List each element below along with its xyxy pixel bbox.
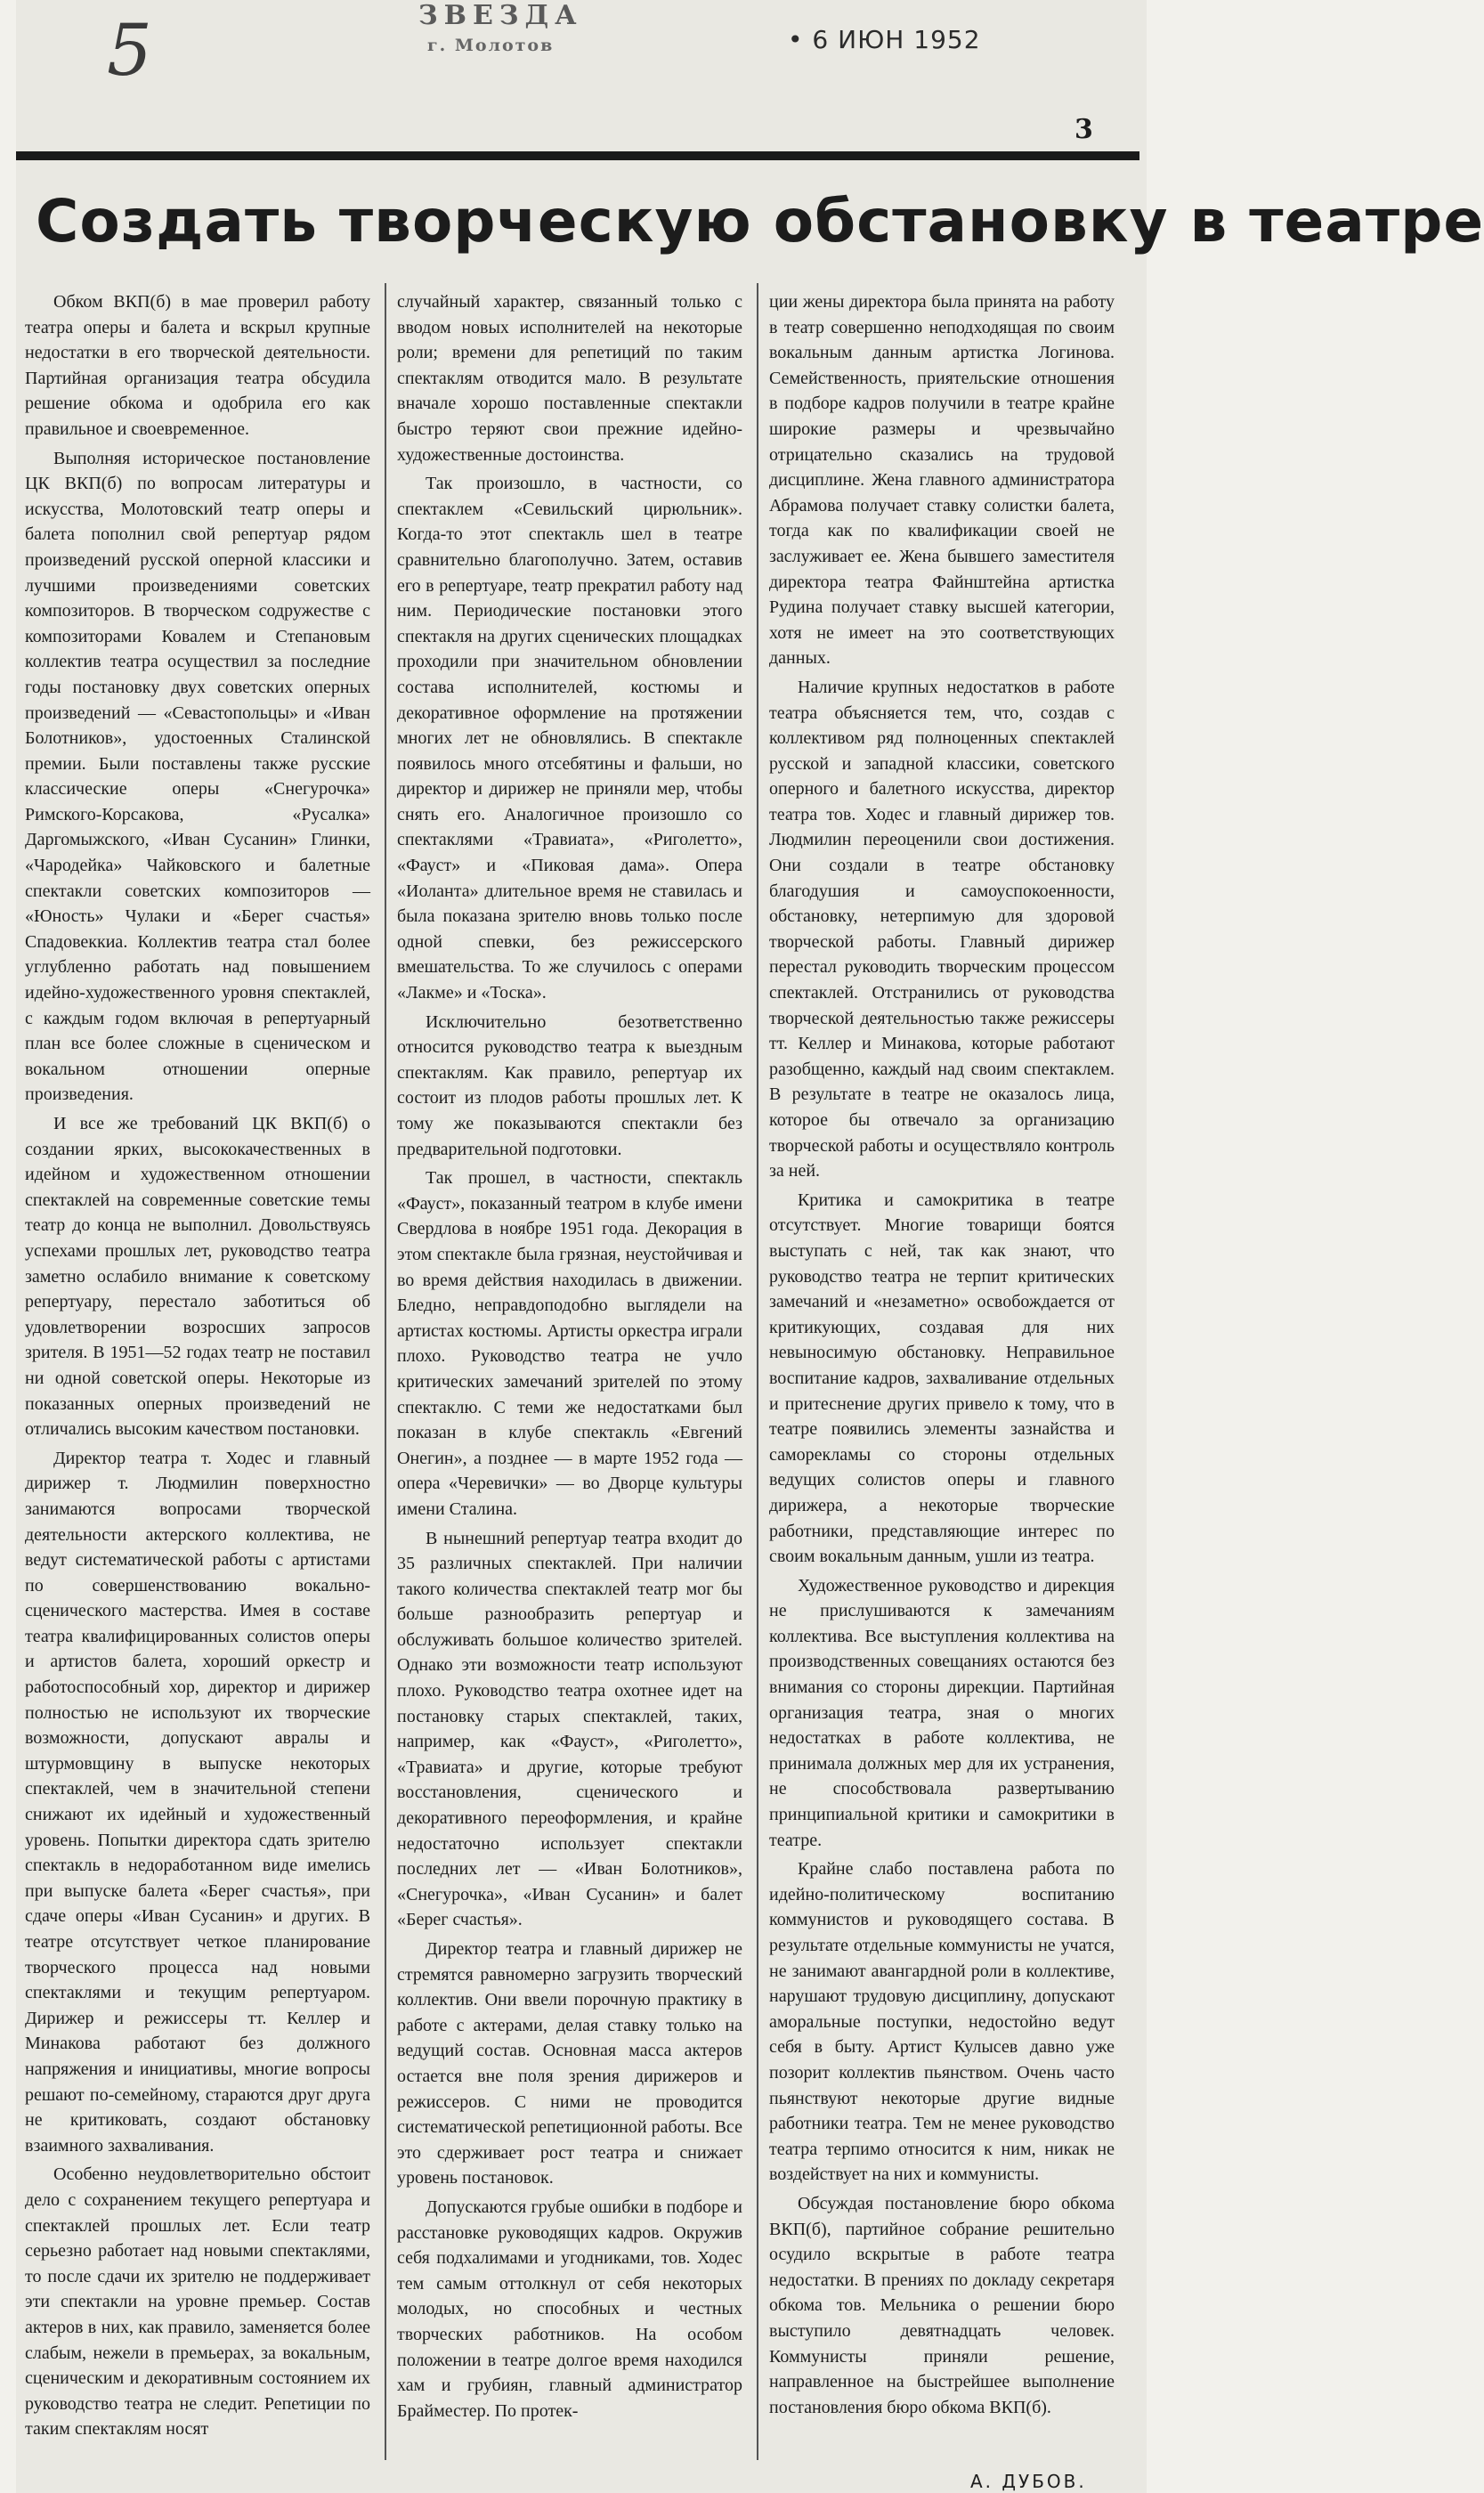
paragraph: В нынешний репертуар театра входит до 35 различных спектаклей. При наличии такого количества спектаклей театр мог бы больше разнообразить репертуар и обслуживать большое количество зрителей. Однако эти возможности театр используют плохо. Руководство театра охотнее идет на постановку старых спектаклей, таких, например, как «Фауст», «Риголетто», «Травиата» и другие, которые требуют восстановления, сценического и декоративного переоформления, и крайне недостаточно использует спектакли последних лет — «Иван Болотников», «Снегурочка», «Иван Сусанин» и балет «Берег счастья». xyxy=(397,1528,742,1930)
masthead-name: ЗВЕЗДА xyxy=(418,0,583,31)
paragraph: И все же требований ЦК ВКП(б) о создании ярких, высококачественных в идейном и художественном отношении спектаклей на современные советские темы театр до конца не выполнил. Довольствуясь успехами прошлых лет, руководство театра заметно ослабило внимание к советскому репертуару, перестало заботиться об удовлетворении возросших запросов зрителя. В 1951—52 годах театр не поставил ни одной советской оперы. Некоторые из показанных оперных произведений не отличались высоким качеством постановки. xyxy=(25,1114,370,1440)
paragraph: Обком ВКП(б) в мае проверил работу театра оперы и балета и вскрыл крупные недостатки в его творческой деятельности. Партийная организация театра обсудила решение обкома и одобрила его как правильное и своевременное. xyxy=(25,292,370,439)
column-divider xyxy=(757,283,758,2460)
paragraph: Директор театра т. Ходес и главный дирижер т. Людмилин поверхностно занимаются вопросами творческой деятельности актерского коллектива, не ведут систематической работы с артистами по совершенствованию вокально-сценического мастерства. Имея в составе театра квалифицированных солистов оперы и артистов балета, хороший оркестр и работоспособный хор, директор и дирижер полностью не используют их творческие возможности, допускают авралы и штурмовщину в выпуске некоторых спектаклей, чем в значительной степени снижают их идейный и художественный уровень. Попытки директора сдать зрителю спектакль в недоработанном виде имелись при выпуске балета «Берег счастья», при сдаче оперы «Иван Сусанин» и других. В театре отсутствует четкое планирование творческого процесса над новыми спектаклями и текущим репертуаром. Дирижер и режиссеры тт. Келлер и Минакова работают без должного напряжения и инициативы, многие вопросы решают по-семейному, стараются друг друга не критиковать, создают обстановку взаимного захваливания. xyxy=(25,1448,370,2156)
paragraph: Выполняя историческое постановление ЦК ВКП(б) по вопросам литературы и искусства, Молотовский театр оперы и балета пополнил свой репертуар рядом произведений русской оперной классики и лучшими произведениями советских композиторов. В творческом содружестве с композиторами Ковалем и Степановым коллектив театра осуществил за последние годы постановку двух советских оперных произведений — «Севастопольцы» и «Иван Болотников», удостоенных Сталинской премии. Были поставлены также русские классические оперы «Снегурочка» Римского-Корсакова, «Русалка» Даргомыжского, «Иван Сусанин» Глинки, «Чародейка» Чайковского и балетные спектакли советских композиторов — «Юность» Чулаки и «Берег счастья» Спадовеккиа. Коллектив театра стал более углубленно работать над повышением идейно-художественного уровня спектаклей, с каждым годом включая в репертуарный план все более сложные в сценическом и вокальном отношении оперные произведения. xyxy=(25,448,370,1105)
paragraph: Так произошло, в частности, со спектаклем «Севильский цирюльник». Когда-то этот спектакль шел в театре сравнительно благополучно. Затем, оставив его в репертуаре, театр прекратил работу над ним. Периодические постановки этого спектакля на других сценических площадках проходили при значительном обновлении состава исполнителей, костюмы и декоративное оформление на протяжении многих лет не обновлялись. В спектакле появилось много отсебятины и фальши, но директор и дирижер не приняли мер, чтобы снять его. Аналогичное произошло со спектаклями «Травиата», «Риголетто», «Фауст» и «Пиковая дама». Опера «Иоланта» длительное время не ставилась и была показана зрителю вновь только после одной спевки, без режиссерского вмешательства. То же случилось с операми «Лакме» и «Тоска». xyxy=(397,474,742,1003)
date-stamp-text: 6 ИЮН 1952 xyxy=(812,25,981,54)
paragraph: Так прошел, в частности, спектакль «Фауст», показанный театром в клубе имени Свердлова в ноябре 1951 года. Декорация в этом спектакле была грязная, неустойчивая и во время действия находилась в движении. Бледно, неправдоподобно выглядели на артистах костюмы. Артисты оркестра играли плохо. Руководство театра не учло критических замечаний зрителей по этому спектаклю. С теми же недостатками был показан в клубе спектакль «Евгений Онегин», а позднее — в марте 1952 года — опера «Черевички» — во Дворце культуры имени Сталина. xyxy=(397,1168,742,1519)
paragraph: случайный характер, связанный только с вводом новых исполнителей на некоторые роли; времени для репетиций по таким спектаклям отводится мало. В результате вначале хорошо поставленные спектакли быстро теряют свои прежние идейно-художественные достоинства. xyxy=(397,292,742,465)
article-column-2 xyxy=(397,289,742,2471)
paragraph: Критика и самокритика в театре отсутствует. Многие товарищи боятся выступать с ней, так как знают, что руководство театра не терпит критических замечаний и «незаметно» освобождается от критикующих, создавая для них невыносимую обстановку. Неправильное воспитание кадров, захваливание отдельных и притеснение других привело к тому, что в театре появились элементы зазнайства и саморекламы со стороны отдельных ведущих солистов оперы и главного дирижера, а некоторые творческие работники, представляющие интерес по своим вокальным данным, ушли из театра. xyxy=(769,1190,1115,1567)
paragraph: Особенно неудовлетворительно обстоит дело с сохранением текущего репертуара и спектаклей прошлых лет. Если театр серьезно работает над новыми спектаклями, то после сдачи их зрителю не поддерживает эти спектакли на уровне премьер. Состав актеров в них, как правило, заменяется более слабым, нежели в премьерах, за вокальным, сценическим и декоративным состоянием их руководство театра не следит. Репетиции по таким спектаклям носят xyxy=(25,2164,370,2440)
author-signature: А. ДУБОВ. xyxy=(970,2471,1087,2492)
paragraph: ции жены директора была принята на работу в театр совершенно неподходящая по своим вокальным данным артистка Логинова. Семейственность, приятельские отношения в подборе кадров получили в театре крайне широкие размеры и чрезвычайно отрицательно сказались на трудовой дисциплине. Жена главного администратора Абрамова получает ставку солистки балета, тогда как по квалификации своей не заслуживает ее. Жена бывшего заместителя директора театра Файнштейна артистка Рудина получает ставку высшей категории, хотя не имеет на это соответствующих данных. xyxy=(769,292,1115,669)
paragraph: Художественное руководство и дирекция не прислушиваются к замечаниям коллектива. Все выступления коллектива на производственных совещаниях остаются без внимания со стороны дирекции. Партийная организация театра, зная о многих недостатках в работе коллектива, не принимала должных мер для их устранения, не способствовала развертыванию принципиальной критики и самокритики в театре. xyxy=(769,1575,1115,1850)
article-column-1 xyxy=(25,289,370,2471)
paragraph: Наличие крупных недостатков в работе театра объясняется тем, что, создав с коллективом ряд полноценных спектаклей русской и западной классики, советского оперного и балетного искусства, директор театра тов. Ходес и главный дирижер тов. Людмилин переоценили свои достижения. Они создали в театре обстановку благодушия и самоуспокоенности, обстановку, нетерпимую для здоровой творческой работы. Главный дирижер перестал руководить творческим процессом спектаклей. Отстранились от руководства творческой деятельностью также режиссеры тт. Келлер и Минакова, которые работают разобщенно, каждый над своим спектаклем. В результате в театре не оказалось лица, которое бы отвечало за организацию творческой работы и осуществляло контроль за ней. xyxy=(769,677,1115,1182)
paragraph: Директор театра и главный дирижер не стремятся равномерно загрузить творческий коллектив. Они ввели порочную практику в работе с актерами, делая ставку только на ведущий состав. Основная масса актеров остается вне поля зрения дирижеров и режиссеров. С ними не проводится систематической репетиционной работы. Все это сдерживает рост театра и снижает уровень постановок. xyxy=(397,1939,742,2188)
paragraph: Исключительно безответственно относится руководство театра к выездным спектаклям. Как правило, репертуар их состоит из плодов работы прошлых лет. К тому же показываются спектакли без предварительной подготовки. xyxy=(397,1011,742,1159)
article-headline: Создать творческую обстановку в театре xyxy=(36,187,1484,256)
article-column-3 xyxy=(769,289,1115,2471)
paragraph: Допускаются грубые ошибки в подборе и расстановке руководящих кадров. Окружив себя подхалимами и угодниками, тов. Ходес тем самым оттолкнул от себя некоторых молодых, но способных и честных творческих работников. На особом положении в театре долгое время находился хам и грубиян, главный администратор Брайместер. По протек- xyxy=(397,2197,742,2421)
paragraph: Обсуждая постановление бюро обкома ВКП(б), партийное собрание решительно осудило вскрытые в работе театра недостатки. В прениях по докладу секретаря обкома тов. Мельника о решении бюро выступило девятнадцать человек. Коммунисты приняли решение, направленное на быстрейшее выполнение постановления бюро обкома ВКП(б). xyxy=(769,2193,1115,2417)
page-number: 3 xyxy=(1074,114,1093,145)
date-stamp: • 6 ИЮН 1952 xyxy=(788,25,981,54)
paragraph: Крайне слабо поставлена работа по идейно-политическому воспитанию коммунистов и руководящего состава. В результате отдельные коммунисты не учатся, не занимают авангардной роли в коллективе, нарушают трудовую дисциплину, допускают аморальные поступки, недостойно ведут себя в быту. Артист Кулысев давно уже позорит коллектив пьянством. Очень часто пьянствуют некоторые другие видные работники театра. Тем не менее руководство театра терпимо относится к ним, никак не воздействует на них и коммунисты. xyxy=(769,1859,1115,2185)
masthead-city: г. Молотов xyxy=(427,36,555,55)
header-rule xyxy=(16,151,1139,160)
column-divider xyxy=(385,283,386,2460)
handwritten-number: 5 xyxy=(107,9,152,92)
